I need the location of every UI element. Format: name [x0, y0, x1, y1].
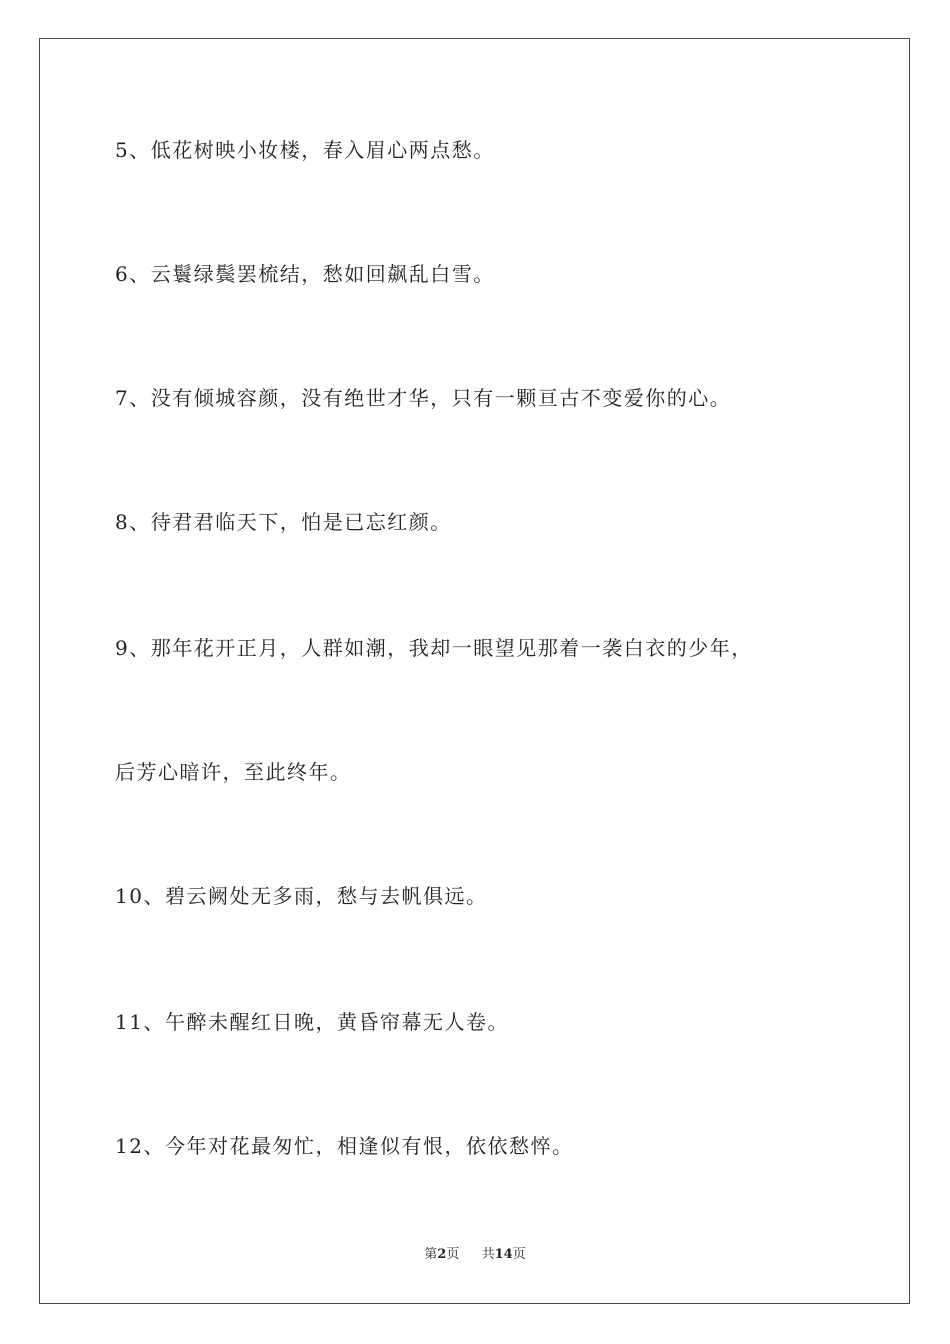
total-suffix: 页	[512, 1247, 526, 1262]
page-footer	[0, 1247, 950, 1263]
total-prefix: 共	[481, 1247, 495, 1262]
page-prefix: 第	[424, 1247, 438, 1262]
text-line: 12、今年对花最匆忙，相逢似有恨，依依愁悴。	[115, 1134, 574, 1158]
page-border	[39, 38, 910, 1304]
text-line: 后芳心暗许，至此终年。	[115, 760, 352, 784]
text-line: 8、待君君临天下，怕是已忘红颜。	[115, 510, 452, 534]
text-line: 10、碧云阙处无多雨，愁与去帆俱远。	[115, 884, 488, 908]
text-line: 6、云鬟绿鬓罢梳结，愁如回飙乱白雪。	[115, 262, 495, 286]
text-line: 9、那年花开正月，人群如潮，我却一眼望见那着一袭白衣的少年，	[115, 636, 753, 660]
text-line: 11、午醉未醒红日晚，黄昏帘幕无人卷。	[115, 1010, 509, 1034]
page-suffix: 页	[446, 1247, 460, 1262]
text-line: 7、没有倾城容颜，没有绝世才华，只有一颗亘古不变爱你的心。	[115, 386, 732, 410]
text-line: 5、低花树映小妆楼，春入眉心两点愁。	[115, 138, 495, 162]
page-number: 2	[437, 1247, 447, 1262]
total-pages: 14	[494, 1247, 513, 1262]
